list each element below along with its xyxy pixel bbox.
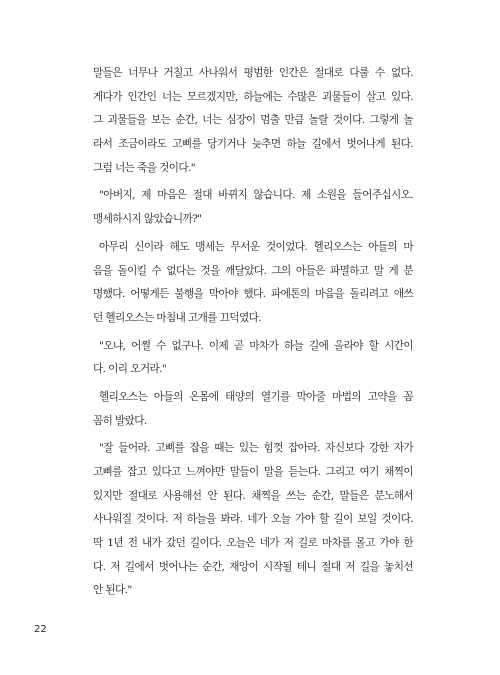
text-line: 꼼히 발랐다. (93, 414, 147, 427)
body-text (93, 62, 413, 607)
text-line: 명했다. 어떻게든 불행을 막아야 했다. 파에톤의 마음을 돌리려고 애쓰 (93, 288, 413, 301)
paragraph-2 (93, 184, 413, 231)
text-line: 라서 조금이라도 고삐를 당기거나 늦추면 하늘 길에서 벗어나게 된다. (93, 138, 413, 151)
text-line: 딱 1년 전 내가 갔던 길이다. 오늘은 네가 저 길로 마차를 몰고 가야 한 (93, 537, 413, 550)
text-line: 아무리 신이라 해도 맹세는 무서운 것이었다. 헬리오스는 아들의 마 (99, 240, 413, 253)
text-line: 사나워질 것이다. 저 하늘을 봐라. 네가 오늘 가야 할 길이 보일 것이다. (93, 513, 413, 526)
text-line: 말들은 너무나 거칠고 사나워서 평범한 인간은 절대로 다룰 수 없다. (93, 67, 413, 79)
text-line: 다. 저 길에서 벗어나는 순간, 재앙이 시작될 테니 절대 저 길을 놓치선 (93, 560, 413, 573)
paragraph-4 (93, 335, 413, 382)
text-line: 음을 돌이킬 수 없다는 것을 깨달았다. 그의 아들은 파멸하고 말 게 분 (93, 264, 413, 277)
text-line: 맹세하시지 않았습니까?" (93, 213, 202, 226)
text-line: 헬리오스는 아들의 온몸에 태양의 열기를 막아줄 마법의 고약을 꼼 (99, 390, 413, 403)
text-line: 안 된다." (93, 584, 132, 597)
paragraph-5 (93, 386, 413, 433)
text-line: 있지만 절대로 사용해선 안 된다. 채찍을 쓰는 순간, 말들은 분노해서 (93, 489, 413, 502)
paragraph-3 (93, 236, 413, 331)
text-line: 그럼 너는 죽을 것이다." (93, 161, 196, 174)
text-line: 고삐를 잡고 있다고 느껴야만 말들이 말을 듣는다. 그리고 여기 채찍이 (93, 466, 413, 478)
text-line: "잘 들어라. 고삐를 잡을 때는 있는 힘껏 잡아라. 자신보다 강한 자가 (99, 442, 413, 455)
text-line: 게다가 인간인 너는 모르겠지만, 하늘에는 수많은 괴물들이 살고 있다. (93, 90, 413, 103)
paragraph-6 (93, 437, 413, 603)
text-line: 그 괴물들을 보는 순간, 너는 심장이 멈출 만큼 놀랄 것이다. 그렇게 놀 (93, 114, 413, 127)
text-line: 던 헬리오스는 마침내 고개를 끄덕였다. (93, 311, 261, 324)
text-line: "아버지, 제 마음은 절대 바뀌지 않습니다. 제 소원을 들어주십시오. (99, 189, 413, 202)
text-line: "오냐, 어쩔 수 없구나. 이제 곧 마차가 하늘 길에 올라야 할 시간이 (99, 339, 413, 352)
paragraph-1 (93, 62, 413, 180)
text-line: 다. 이리 오거라." (93, 363, 167, 376)
page-number: 22 (34, 624, 47, 635)
